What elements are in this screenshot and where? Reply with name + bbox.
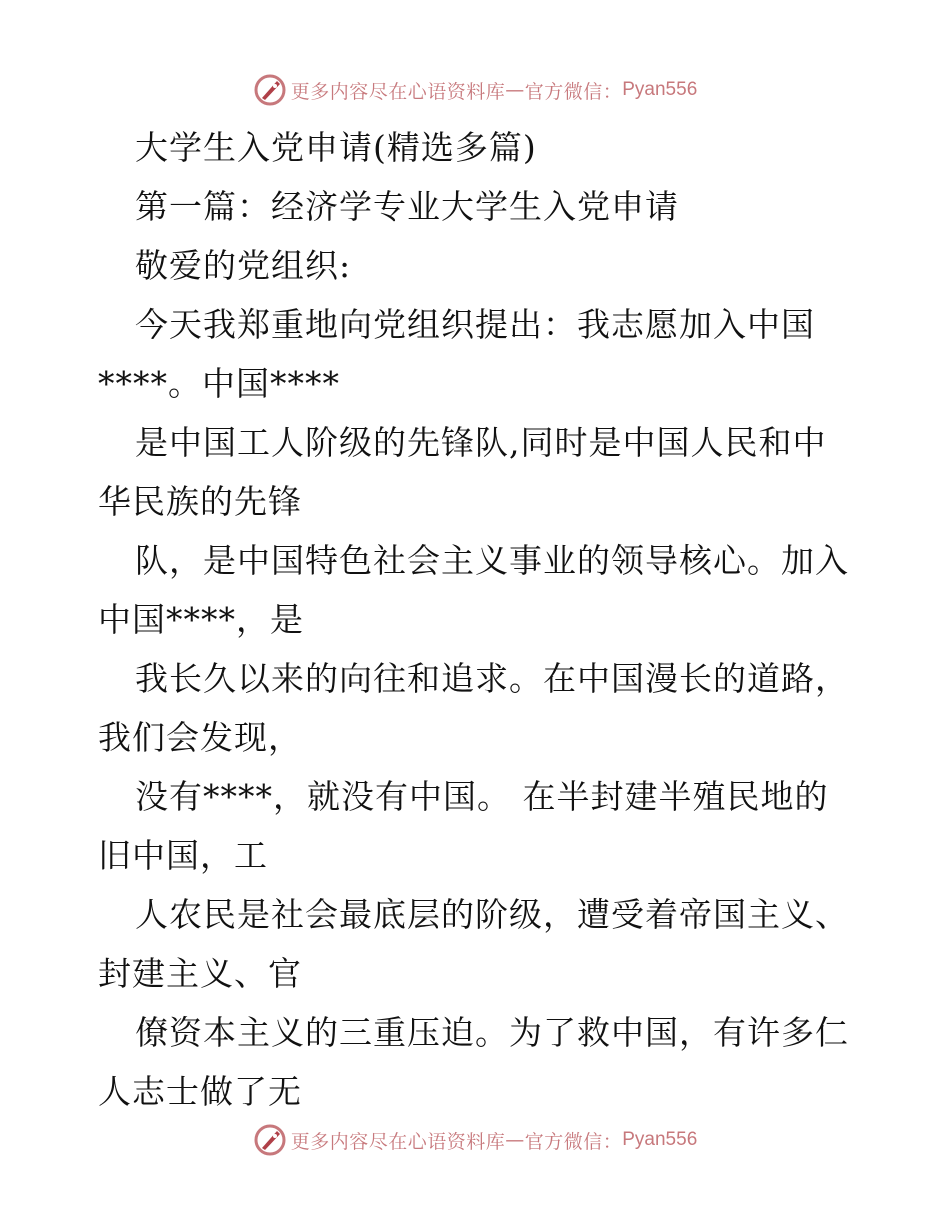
- doc-line-text: 我们会发现，: [98, 718, 302, 757]
- footer-watermark: [0, 1120, 950, 1160]
- doc-line: [98, 354, 858, 413]
- doc-line-text: 华民族的先锋: [98, 482, 302, 521]
- doc-line-text: 中国****，是: [98, 600, 304, 639]
- doc-line-text: 今天我郑重地向党组织提出：我志愿加入中国: [135, 305, 815, 344]
- doc-line: [98, 531, 858, 590]
- doc-line-text: ****。中国****: [98, 364, 340, 403]
- doc-line-text: 第一篇：经济学专业大学生入党申请: [135, 187, 679, 226]
- watermark-handle: Pyan556: [622, 79, 698, 100]
- pen-nib-circle-icon: [253, 73, 287, 107]
- doc-line-text: 是中国工人阶级的先锋队,同时是中国人民和中: [135, 423, 827, 462]
- doc-line-text: 敬爱的党组织:: [135, 246, 352, 285]
- watermark-dash: —: [505, 79, 525, 101]
- doc-line-text: 旧中国，工: [98, 836, 268, 875]
- doc-line: [98, 413, 858, 472]
- doc-line: [98, 944, 858, 1003]
- watermark-label: 官方微信：: [524, 1130, 623, 1153]
- doc-line: [98, 236, 858, 295]
- doc-line: [98, 767, 858, 826]
- doc-line: [98, 295, 858, 354]
- watermark-text: 更多内容尽在心语资料库: [290, 80, 506, 103]
- doc-line: [98, 1062, 858, 1121]
- doc-line-text: 人农民是社会最底层的阶级，遭受着帝国主义、: [135, 895, 849, 934]
- pen-nib-circle-icon: [253, 1123, 287, 1157]
- doc-line: [98, 177, 858, 236]
- doc-line-text: 人志士做了无: [98, 1072, 302, 1111]
- doc-line-text: 没有****，就没有中国。 在半封建半殖民地的: [135, 777, 829, 816]
- doc-line-text: 僚资本主义的三重压迫。为了救中国，有许多仁: [135, 1013, 849, 1052]
- doc-line: [98, 1003, 858, 1062]
- doc-line: [98, 708, 858, 767]
- watermark-label: 官方微信：: [524, 80, 623, 103]
- doc-line-text: 封建主义、官: [98, 954, 302, 993]
- doc-line-text: 队，是中国特色社会主义事业的领导核心。加入: [135, 541, 849, 580]
- watermark-text: 更多内容尽在心语资料库: [290, 1130, 506, 1153]
- doc-line: [98, 649, 858, 708]
- header-watermark: [0, 70, 950, 110]
- doc-line: [98, 826, 858, 885]
- watermark-dash: —: [505, 1129, 525, 1151]
- doc-line-text: 我长久以来的向往和追求。在中国漫长的道路，: [135, 659, 849, 698]
- doc-line: [98, 590, 858, 649]
- document-body: [98, 118, 858, 1121]
- watermark-handle: Pyan556: [622, 1129, 698, 1150]
- doc-line-text: 大学生入党申请(精选多篇): [135, 128, 537, 167]
- doc-line: [98, 472, 858, 531]
- doc-line: [98, 885, 858, 944]
- doc-line: [98, 118, 858, 177]
